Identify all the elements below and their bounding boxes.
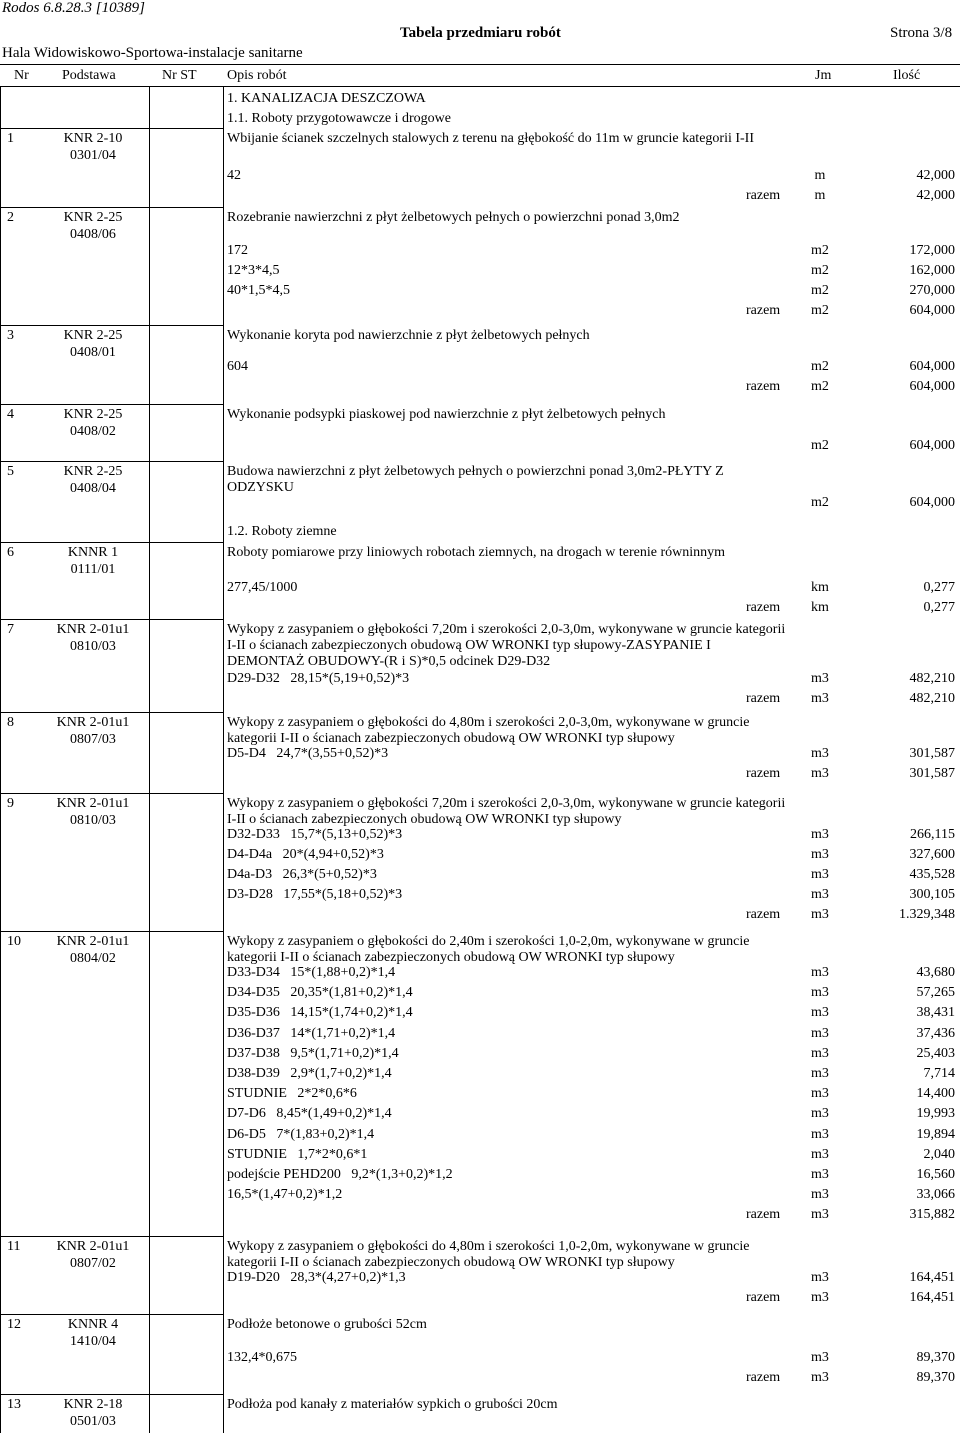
item-number: 1 — [7, 131, 14, 146]
item-number: 4 — [7, 407, 14, 422]
item-description: Wykopy z zasypaniem o głębokości 7,20m i szerokości 2,0-3,0m, wykonywane w gruncie kategorii I-II o ścianach zabezpieczonych obudową OW WRONKI typ słupowy — [227, 796, 786, 827]
total-label: razem — [746, 379, 781, 394]
quantity: 37,436 — [916, 1025, 955, 1041]
total-quantity: 164,451 — [909, 1290, 955, 1305]
item-number: 11 — [7, 1239, 21, 1254]
quantity: 604,000 — [909, 359, 955, 374]
item-number: 12 — [7, 1317, 21, 1332]
total-quantity: 604,000 — [909, 379, 955, 394]
row-separator — [0, 1236, 223, 1237]
calc-expression: 277,45/1000 — [227, 580, 298, 595]
item-basis-code: KNR 2-25 — [63, 328, 123, 343]
calc-expression: 132,4*0,675 — [227, 1350, 297, 1365]
calc-line — [227, 1185, 960, 1205]
item-number: 3 — [7, 328, 14, 343]
unit: m3 — [811, 1025, 829, 1041]
grid-divider-2 — [223, 86, 224, 1433]
quantity: 19,894 — [916, 1126, 955, 1142]
calc-line — [227, 845, 960, 865]
total-label: razem — [746, 1207, 781, 1223]
quantity: 16,560 — [916, 1167, 955, 1182]
section-heading: 1. KANALIZACJA DESZCZOWA — [227, 91, 426, 106]
item-number: 8 — [7, 715, 14, 730]
item-description: Wykopy z zasypaniem o głębokości do 2,40m i szerokości 1,0-2,0m, wykonywane w gruncie kategorii I-II o ścianach zabezpieczonych obudową OW WRONKI typ słupowy — [227, 934, 750, 965]
quantity: 162,000 — [909, 263, 955, 278]
quantity: 604,000 — [909, 495, 955, 510]
item-basis-code: KNR 2-01u1 — [56, 796, 130, 811]
unit: m3 — [811, 965, 829, 980]
quantity: 43,680 — [916, 965, 955, 980]
item-description: Wykonanie podsypki piaskowej pod nawierzchnie z płyt żelbetowych pełnych — [227, 407, 666, 422]
calc-line — [227, 493, 960, 513]
calc-line — [227, 436, 960, 456]
item-basis-code: KNR 2-10 — [63, 131, 123, 146]
unit: m2 — [811, 438, 829, 453]
item-basis-catalog: 0301/04 — [70, 148, 116, 163]
unit: m3 — [811, 1086, 829, 1102]
item-description: Podłoża pod kanały z materiałów sypkich o grubości 20cm — [227, 1397, 558, 1412]
item-description: Podłoże betonowe o grubości 52cm — [227, 1317, 427, 1332]
header-bottom-rule — [0, 86, 960, 87]
total-line — [227, 598, 960, 618]
total-label: razem — [746, 691, 781, 706]
total-line — [227, 186, 960, 206]
item-basis-code: KNR 2-25 — [63, 407, 123, 422]
calc-line — [227, 963, 960, 983]
quantity: 57,265 — [916, 985, 955, 1001]
calc-expression: 16,5*(1,47+0,2)*1,2 — [227, 1187, 343, 1203]
total-line — [227, 1288, 960, 1308]
unit: m2 — [811, 263, 829, 278]
item-basis-code: KNNR 1 — [67, 545, 119, 560]
unit: m3 — [811, 1350, 829, 1365]
quantity: 327,600 — [909, 847, 955, 862]
calc-line — [227, 261, 960, 281]
item-basis-code: KNR 2-25 — [63, 210, 123, 225]
quantity: 435,528 — [909, 867, 955, 882]
item-basis-catalog: 0807/03 — [70, 732, 116, 747]
item-description: Rozebranie nawierzchni z płyt żelbetowych pełnych o powierzchni ponad 3,0m2 — [227, 210, 680, 225]
calc-expression: D29-D32 28,15*(5,19+0,52)*3 — [227, 671, 410, 686]
calc-expression: D4-D4a 20*(4,94+0,52)*3 — [227, 847, 384, 862]
total-line — [227, 689, 960, 709]
item-basis-code: KNR 2-25 — [63, 464, 123, 479]
unit: m2 — [811, 495, 829, 510]
calc-line — [227, 865, 960, 885]
item-basis-code: KNR 2-01u1 — [56, 715, 130, 730]
row-separator — [0, 793, 223, 794]
item-description: Wykopy z zasypaniem o głębokości do 4,80m i szerokości 1,0-2,0m, wykonywane w gruncie kategorii I-II o ścianach zabezpieczonych obudową OW WRONKI typ słupowy — [227, 1239, 750, 1270]
unit: m3 — [811, 1045, 829, 1061]
item-basis-catalog: 1410/04 — [70, 1334, 116, 1349]
row-separator — [0, 1394, 223, 1395]
unit: m3 — [811, 1167, 829, 1182]
unit: m3 — [811, 746, 829, 761]
document-title: Tabela przedmiaru robót — [400, 25, 561, 41]
item-description: Wykopy z zasypaniem o głębokości do 4,80m i szerokości 2,0-3,0m, wykonywane w gruncie kategorii I-II o ścianach zabezpieczonych obudową OW WRONKI typ słupowy — [227, 715, 750, 746]
unit: m3 — [811, 867, 829, 882]
project-name: Hala Widowiskowo-Sportowa-instalacje sanitarne — [2, 45, 303, 61]
calc-line — [227, 744, 960, 764]
calc-line — [227, 1104, 960, 1124]
total-label: razem — [746, 303, 781, 318]
total-quantity: 89,370 — [916, 1370, 955, 1385]
item-number: 5 — [7, 464, 14, 479]
col-ilosc-header: Ilość — [893, 68, 921, 83]
item-basis-code: KNR 2-01u1 — [56, 622, 130, 637]
quantity: 42,000 — [916, 168, 955, 183]
row-separator — [0, 128, 223, 129]
total-unit: m — [814, 188, 826, 203]
total-label: razem — [746, 907, 781, 922]
calc-line — [227, 1125, 960, 1145]
unit: m3 — [811, 887, 829, 902]
unit: m3 — [811, 1005, 829, 1021]
total-line — [227, 1205, 960, 1225]
calc-expression: D37-D38 9,5*(1,71+0,2)*1,4 — [227, 1045, 399, 1061]
item-description: Roboty pomiarowe przy liniowych robotach ziemnych, na drogach w terenie równinnym — [227, 545, 726, 560]
quantity: 604,000 — [909, 438, 955, 453]
quantity: 301,587 — [909, 746, 955, 761]
calc-expression: D36-D37 14*(1,71+0,2)*1,4 — [227, 1025, 396, 1041]
total-unit: m3 — [811, 1370, 829, 1385]
header-top-rule — [0, 64, 960, 65]
calc-line — [227, 578, 960, 598]
item-number: 2 — [7, 210, 14, 225]
calc-line — [227, 357, 960, 377]
unit: m2 — [811, 359, 829, 374]
quantity: 2,040 — [923, 1146, 955, 1162]
grid-divider-1 — [149, 86, 150, 1433]
section-heading: 1.2. Roboty ziemne — [227, 524, 337, 539]
unit: m3 — [811, 1126, 829, 1142]
calc-line — [227, 1348, 960, 1368]
calc-expression: 12*3*4,5 — [227, 263, 280, 278]
item-number: 9 — [7, 796, 14, 811]
calc-line — [227, 1165, 960, 1185]
unit: m3 — [811, 985, 829, 1001]
item-description: Wykopy z zasypaniem o głębokości 7,20m i szerokości 2,0-3,0m, wykonywane w gruncie kategorii I-II o ścianach zabezpieczonych obudową OW WRONKI typ słupowy-ZASYPANIE I DEMONTAŻ OBUDOWY-(R i S)*0,5 odcinek D29-D32 — [227, 622, 786, 669]
calc-expression: D35-D36 14,15*(1,74+0,2)*1,4 — [227, 1005, 413, 1021]
total-line — [227, 1368, 960, 1388]
calc-expression: podejście PEHD200 9,2*(1,3+0,2)*1,2 — [227, 1167, 453, 1182]
item-basis-code: KNR 2-18 — [63, 1397, 123, 1412]
unit: m2 — [811, 283, 829, 298]
total-unit: m3 — [811, 907, 829, 922]
quantity: 33,066 — [916, 1187, 955, 1203]
calc-expression: D33-D34 15*(1,88+0,2)*1,4 — [227, 965, 396, 980]
total-unit: m3 — [811, 1207, 829, 1223]
total-line — [227, 764, 960, 784]
unit: m3 — [811, 1270, 829, 1285]
calc-line — [227, 1044, 960, 1064]
calc-line — [227, 885, 960, 905]
col-opis-header: Opis robót — [227, 68, 287, 83]
total-line — [227, 905, 960, 925]
quantity: 270,000 — [909, 283, 955, 298]
item-basis-code: KNR 2-01u1 — [56, 934, 130, 949]
quantity: 172,000 — [909, 243, 955, 258]
quantity: 19,993 — [916, 1106, 955, 1122]
calc-expression: D32-D33 15,7*(5,13+0,52)*3 — [227, 827, 403, 842]
row-separator — [0, 461, 223, 462]
quantity: 164,451 — [909, 1270, 955, 1285]
calc-expression: D5-D4 24,7*(3,55+0,52)*3 — [227, 746, 389, 761]
program-name: Rodos 6.8.28.3 [10389] — [2, 0, 145, 16]
unit: m3 — [811, 1066, 829, 1081]
item-basis-catalog: 0810/03 — [70, 639, 116, 654]
unit: m3 — [811, 1106, 829, 1122]
grid-left-border — [0, 86, 1, 1433]
calc-line — [227, 1024, 960, 1044]
quantity: 38,431 — [916, 1005, 955, 1021]
total-unit: km — [811, 600, 829, 615]
unit: m2 — [811, 243, 829, 258]
total-unit: m3 — [811, 766, 829, 781]
quantity: 300,105 — [909, 887, 955, 902]
total-unit: m3 — [811, 1290, 829, 1305]
row-separator — [0, 1314, 223, 1315]
total-quantity: 0,277 — [923, 600, 955, 615]
item-basis-catalog: 0807/02 — [70, 1256, 116, 1271]
calc-expression: STUDNIE 1,7*2*0,6*1 — [227, 1146, 368, 1162]
col-nr-header: Nr — [14, 68, 29, 83]
quantity: 7,714 — [923, 1066, 955, 1081]
row-separator — [0, 325, 223, 326]
calc-expression: D19-D20 28,3*(4,27+0,2)*1,3 — [227, 1270, 406, 1285]
quantity: 266,115 — [910, 827, 955, 842]
calc-expression: D3-D28 17,55*(5,18+0,52)*3 — [227, 887, 403, 902]
row-separator — [0, 207, 223, 208]
quantity: 14,400 — [916, 1086, 955, 1102]
row-separator — [0, 619, 223, 620]
unit: m — [814, 168, 826, 183]
calc-expression: 42 — [227, 168, 241, 183]
quantity: 25,403 — [916, 1045, 955, 1061]
item-number: 6 — [7, 545, 14, 560]
total-unit: m3 — [811, 691, 829, 706]
total-unit: m2 — [811, 379, 829, 394]
unit: km — [811, 580, 829, 595]
calc-expression: D34-D35 20,35*(1,81+0,2)*1,4 — [227, 985, 413, 1001]
calc-expression: STUDNIE 2*2*0,6*6 — [227, 1086, 357, 1102]
calc-expression: 40*1,5*4,5 — [227, 283, 290, 298]
item-basis-catalog: 0810/03 — [70, 813, 116, 828]
item-basis-catalog: 0408/02 — [70, 424, 116, 439]
row-separator — [0, 542, 223, 543]
item-description: Wykonanie koryta pod nawierzchnie z płyt żelbetowych pełnych — [227, 328, 590, 343]
calc-expression: D6-D5 7*(1,83+0,2)*1,4 — [227, 1126, 375, 1142]
calc-line — [227, 1268, 960, 1288]
calc-expression: 172 — [227, 243, 248, 258]
item-basis-code: KNNR 4 — [67, 1317, 119, 1332]
calc-line — [227, 1003, 960, 1023]
unit: m3 — [811, 671, 829, 686]
calc-line — [227, 281, 960, 301]
calc-line — [227, 166, 960, 186]
total-quantity: 482,210 — [909, 691, 955, 706]
item-basis-catalog: 0408/06 — [70, 227, 116, 242]
row-separator — [0, 404, 223, 405]
calc-line — [227, 825, 960, 845]
calc-expression: 604 — [227, 359, 248, 374]
total-label: razem — [746, 766, 781, 781]
page-number: Strona 3/8 — [890, 25, 953, 41]
total-unit: m2 — [811, 303, 829, 318]
item-basis-code: KNR 2-01u1 — [56, 1239, 130, 1254]
item-basis-catalog: 0408/01 — [70, 345, 116, 360]
calc-line — [227, 241, 960, 261]
quantity: 0,277 — [923, 580, 955, 595]
item-number: 10 — [7, 934, 21, 949]
row-separator — [0, 931, 223, 932]
total-quantity: 315,882 — [909, 1207, 955, 1223]
item-number: 7 — [7, 622, 14, 637]
unit: m3 — [811, 1187, 829, 1203]
item-description: Budowa nawierzchni z płyt żelbetowych pełnych o powierzchni ponad 3,0m2-PŁYTY Z ODZYSKU — [227, 464, 724, 495]
item-basis-catalog: 0501/03 — [70, 1414, 116, 1429]
calc-expression: D4a-D3 26,3*(5+0,52)*3 — [227, 867, 377, 882]
calc-line — [227, 669, 960, 689]
total-label: razem — [746, 1370, 781, 1385]
total-line — [227, 377, 960, 397]
total-quantity: 604,000 — [909, 303, 955, 318]
total-quantity: 42,000 — [916, 188, 955, 203]
calc-line — [227, 1064, 960, 1084]
col-jm-header: Jm — [815, 68, 832, 83]
total-label: razem — [746, 188, 781, 203]
total-quantity: 1.329,348 — [899, 907, 955, 922]
quantity: 89,370 — [916, 1350, 955, 1365]
unit: m3 — [811, 1146, 829, 1162]
calc-line — [227, 1145, 960, 1165]
item-basis-catalog: 0111/01 — [70, 562, 116, 577]
unit: m3 — [811, 847, 829, 862]
calc-line — [227, 1084, 960, 1104]
calc-line — [227, 983, 960, 1003]
col-nrst-header: Nr ST — [162, 68, 197, 83]
item-description: Wbijanie ścianek szczelnych stalowych z terenu na głębokość do 11m w gruncie kategorii I-II — [227, 131, 755, 146]
total-label: razem — [746, 600, 781, 615]
total-line — [227, 301, 960, 321]
total-quantity: 301,587 — [909, 766, 955, 781]
item-number: 13 — [7, 1397, 21, 1412]
section-heading: 1.1. Roboty przygotowawcze i drogowe — [227, 111, 451, 126]
quantity: 482,210 — [909, 671, 955, 686]
item-basis-catalog: 0804/02 — [70, 951, 116, 966]
unit: m3 — [811, 827, 829, 842]
total-label: razem — [746, 1290, 781, 1305]
calc-expression: D38-D39 2,9*(1,7+0,2)*1,4 — [227, 1066, 392, 1081]
row-separator — [0, 712, 223, 713]
col-podstawa-header: Podstawa — [62, 68, 116, 83]
item-basis-catalog: 0408/04 — [70, 481, 116, 496]
calc-expression: D7-D6 8,45*(1,49+0,2)*1,4 — [227, 1106, 392, 1122]
